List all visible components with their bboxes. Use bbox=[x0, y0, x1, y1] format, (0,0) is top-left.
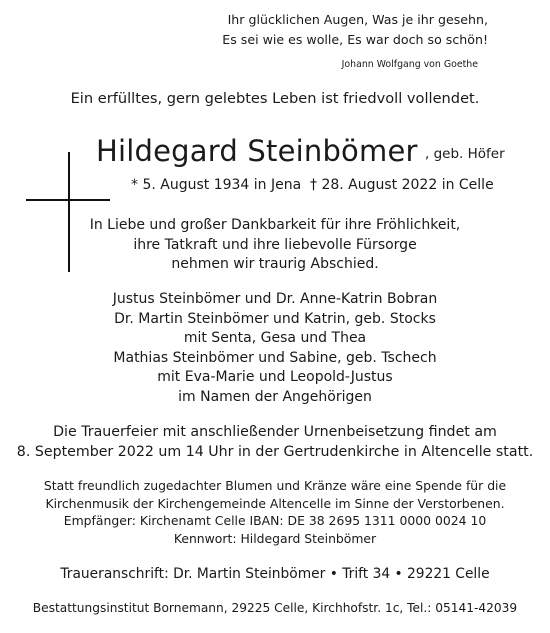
mourner-line: Justus Steinbömer und Dr. Anne-Katrin Bobran bbox=[112, 291, 438, 307]
ceremony-info bbox=[0, 422, 550, 462]
donation-line: Statt freundlich zugedachter Blumen und Kränze wäre eine Spende für die bbox=[43, 478, 507, 493]
funeral-home: Bestattungsinstitut Bornemann, 29225 Celle, Kirchhofstr. 1c, Tel.: 05141-42039 bbox=[32, 601, 518, 615]
quote-line-1: Ihr glücklichen Augen, Was je ihr gesehn, bbox=[227, 12, 488, 27]
donation-line: Kirchenmusik der Kirchengemeinde Altencelle im Sinne der Verstorbenen. bbox=[45, 495, 505, 511]
tribute-line: In Liebe und großer Dankbarkeit für ihre Fröhlichkeit, bbox=[89, 217, 461, 233]
tribute-line: nehmen wir traurig Abschied. bbox=[171, 256, 379, 273]
birth-date: * 5. August 1934 in Jena bbox=[131, 177, 302, 193]
mourner-line: mit Senta, Gesa und Thea bbox=[183, 330, 367, 347]
mourner-line: Mathias Steinbömer und Sabine, geb. Tschech bbox=[113, 349, 437, 366]
tribute-line: ihre Tatkraft und ihre liebevolle Fürsorge bbox=[133, 236, 417, 253]
mourning-address: Traueranschrift: Dr. Martin Steinbömer • Trift 34 • 29221 Celle bbox=[60, 566, 490, 582]
donation-line: Kennwort: Hildegard Steinbömer bbox=[173, 530, 377, 546]
donation-info bbox=[0, 477, 550, 547]
ceremony-line: 8. September 2022 um 14 Uhr in der Gertrudenkirche in Altencelle statt. bbox=[16, 444, 534, 460]
mourners-list bbox=[0, 290, 550, 408]
motto-line: Ein erfülltes, gern gelebtes Leben ist friedvoll vollendet. bbox=[70, 90, 480, 107]
tribute-text bbox=[0, 216, 550, 275]
goethe-quote bbox=[222, 10, 488, 50]
quote-author: Johann Wolfgang von Goethe bbox=[341, 59, 478, 70]
quote-line-2: Es sei wie es wolle, Es war doch so schön! bbox=[222, 32, 488, 47]
donation-line: Empfänger: Kirchenamt Celle IBAN: DE 38 2695 1311 0000 0024 10 bbox=[63, 513, 487, 529]
mourner-line: Dr. Martin Steinbömer und Katrin, geb. Stocks bbox=[114, 310, 436, 327]
ceremony-line: Die Trauerfeier mit anschließender Urnenbeisetzung findet am bbox=[53, 424, 497, 440]
cross-icon-horizontal bbox=[26, 199, 110, 201]
maiden-name: , geb. Höfer bbox=[425, 146, 505, 162]
death-date: † 28. August 2022 in Celle bbox=[310, 177, 494, 193]
deceased-name: Hildegard Steinbömer bbox=[96, 134, 418, 168]
mourner-line: mit Eva-Marie und Leopold-Justus bbox=[157, 369, 393, 386]
mourner-line: im Namen der Angehörigen bbox=[178, 388, 372, 405]
